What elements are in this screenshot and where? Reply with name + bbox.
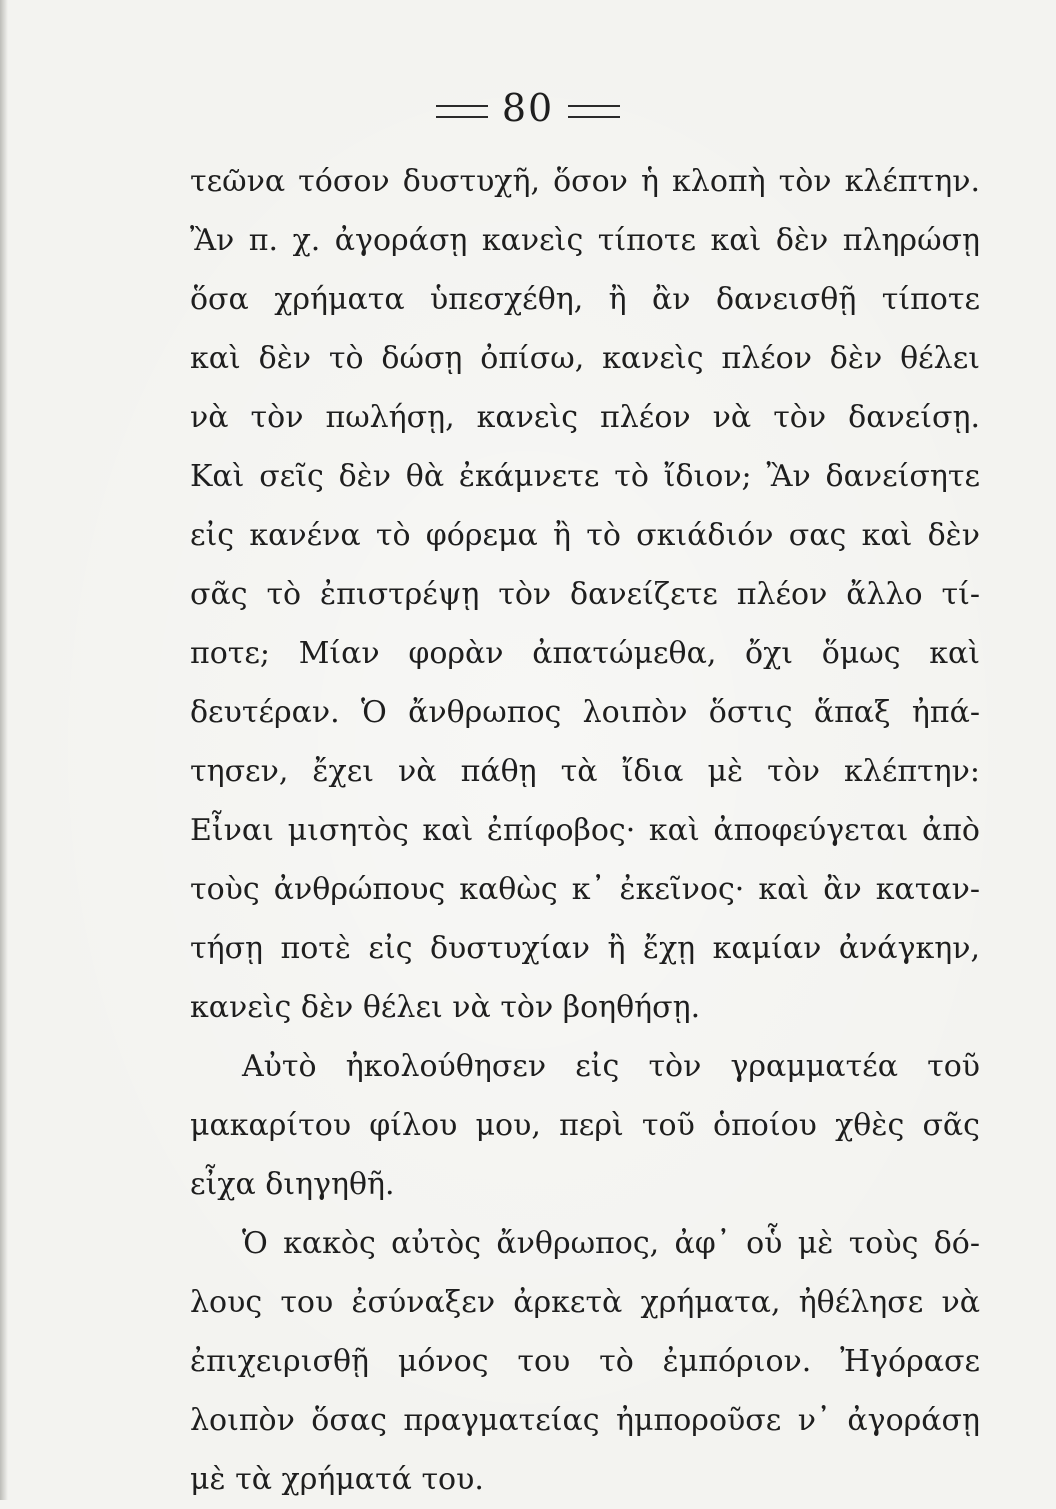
- text-line: Εἶναι μισητὸς καὶ ἐπίφοβος· καὶ ἀποφεύγεται ἀπὸ: [190, 813, 980, 848]
- text-line: τεῶνα τόσον δυστυχῆ, ὅσον ἡ κλοπὴ τὸν κλέπτην.: [190, 164, 980, 199]
- body-text: [190, 152, 980, 1509]
- text-line: ὅσα χρήματα ὑπεσχέθη, ἢ ἂν δανεισθῇ τίποτε: [190, 282, 980, 317]
- text-line: τησεν, ἔχει νὰ πάθῃ τὰ ἴδια μὲ τὸν κλέπτην:: [190, 754, 980, 789]
- text-line: λοιπὸν ὅσας πραγματείας ἠμποροῦσε ν᾽ ἀγοράσῃ: [190, 1403, 980, 1438]
- header-rule-left: [436, 105, 488, 118]
- text-line: Αὐτὸ ἠκολούθησεν εἰς τὸν γραμματέα τοῦ: [242, 1049, 980, 1084]
- page-header: [0, 86, 1056, 130]
- text-line: μακαρίτου φίλου μου, περὶ τοῦ ὁποίου χθὲς σᾶς: [190, 1108, 980, 1143]
- text-line: Ὁ κακὸς αὐτὸς ἄνθρωπος, ἀφ᾽ οὗ μὲ τοὺς δό-: [242, 1226, 980, 1261]
- text-line: εἶχα διηγηθῆ.: [190, 1167, 395, 1202]
- text-line: νὰ τὸν πωλήσῃ, κανεὶς πλέον νὰ τὸν δανείσῃ.: [190, 400, 980, 435]
- text-line: λους του ἐσύναξεν ἀρκετὰ χρήματα, ἠθέλησε νὰ: [190, 1285, 980, 1320]
- text-line: εἰς κανένα τὸ φόρεμα ἢ τὸ σκιάδιόν σας καὶ δὲν: [190, 518, 980, 553]
- text-line: καὶ δὲν τὸ δώσῃ ὀπίσω, κανεὶς πλέον δὲν θέλει: [190, 341, 980, 376]
- text-line: τήσῃ ποτὲ εἰς δυστυχίαν ἢ ἔχῃ καμίαν ἀνάγκην,: [190, 931, 980, 966]
- text-line: ποτε; Μίαν φορὰν ἀπατώμεθα, ὄχι ὅμως καὶ: [190, 636, 980, 671]
- page-number: 80: [501, 86, 555, 130]
- text-line: Καὶ σεῖς δὲν θὰ ἐκάμνετε τὸ ἴδιον; Ἂν δανείσητε: [190, 459, 980, 494]
- page-edge-shadow: [0, 0, 8, 1500]
- text-line: ἐπιχειρισθῇ μόνος του τὸ ἐμπόριον. Ἠγόρασε: [190, 1344, 980, 1379]
- text-line: κανεὶς δὲν θέλει νὰ τὸν βοηθήσῃ.: [190, 990, 701, 1025]
- header-rule-right: [568, 105, 620, 118]
- text-line: σᾶς τὸ ἐπιστρέψῃ τὸν δανείζετε πλέον ἄλλο τί-: [190, 577, 980, 612]
- text-line: μὲ τὰ χρήματά του.: [190, 1462, 484, 1497]
- text-line: Ἂν π. χ. ἀγοράσῃ κανεὶς τίποτε καὶ δὲν πληρώσῃ: [190, 223, 980, 258]
- text-line: δευτέραν. Ὁ ἄνθρωπος λοιπὸν ὅστις ἅπαξ ἠπά-: [190, 695, 980, 730]
- text-line: τοὺς ἀνθρώπους καθὼς κ᾽ ἐκεῖνος· καὶ ἂν καταν-: [190, 872, 980, 907]
